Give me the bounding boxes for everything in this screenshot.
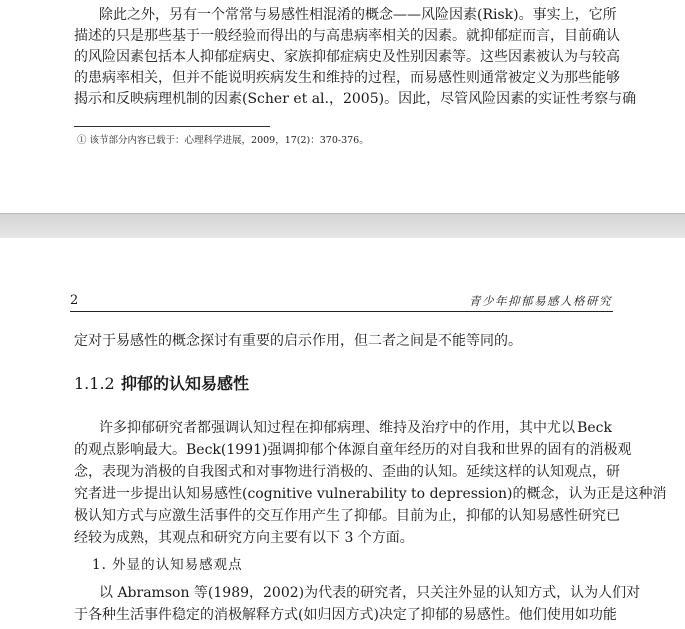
text-line: 以 Abramson 等(1989，2002)为代表的研究者，只关注外显的认知方式，认为人们对	[99, 585, 641, 601]
text-line: 描述的只是那些基于一般经验而得出的与高患病率相关的因素。就抑郁症而言，目前确认	[74, 28, 620, 44]
running-head: 青少年抑郁易感人格研究	[469, 294, 612, 308]
top-page	[0, 0, 685, 213]
text-line: 究者进一步提出认知易感性(cognitive vulnerability to depression)的概念，认为正是这种消	[74, 486, 667, 502]
text-line: 揭示和反映病理机制的因素(Scher et al.，2005)。因此，尽管风险因素的实证性考察与确	[74, 91, 637, 107]
bottom-page	[0, 238, 685, 629]
page-gap	[0, 213, 685, 239]
text-line: 经较为成熟，其观点和研究方向主要有以下 3 个方面。	[74, 530, 414, 546]
text-line: 的风险因素包括本人抑郁症病史、家族抑郁症病史及性别因素等。这些因素被认为与较高	[74, 49, 620, 65]
text-line: 的患病率相关，但并不能说明疾病发生和维持的过程，而易感性则通常被定义为那些能够	[74, 70, 620, 86]
continuation-line: 定对于易感性的概念探讨有重要的启示作用，但二者之间是不能等同的。	[74, 333, 522, 349]
text-line: 于各种生活事件稳定的消极解释方式(如归因方式)决定了抑郁的易感性。他们使用如功能	[74, 607, 617, 623]
text-line: 念，表现为消极的自我图式和对事物进行消极的、歪曲的认知。延续这样的认知观点，研	[74, 464, 620, 480]
text-line: 许多抑郁研究者都强调认知过程在抑郁病理、维持及治疗中的作用，其中尤以 Beck	[99, 420, 612, 436]
text-line: 的观点影响最大。Beck(1991)强调抑郁个体源自童年经历的对自我和世界的固有的消极观	[74, 442, 632, 458]
section-title: 抑郁的认知易感性	[121, 374, 250, 393]
footnote: ① 该节部分内容已载于：心理科学进展，2009，17(2)：370-376。	[77, 135, 369, 146]
footnote-rule	[74, 126, 270, 127]
subheading: 1. 外显的认知易感观点	[92, 557, 243, 573]
header-rule	[70, 311, 613, 312]
text-line: 极认知方式与应激生活事件的交互作用产生了抑郁。目前为止，抑郁的认知易感性研究已	[74, 508, 620, 524]
page-number: 2	[70, 293, 79, 308]
section-number: 1.1.2	[74, 374, 115, 393]
text-line: 除此之外，另有一个常常与易感性相混淆的概念——风险因素(Risk)。事实上，它所	[99, 7, 617, 23]
